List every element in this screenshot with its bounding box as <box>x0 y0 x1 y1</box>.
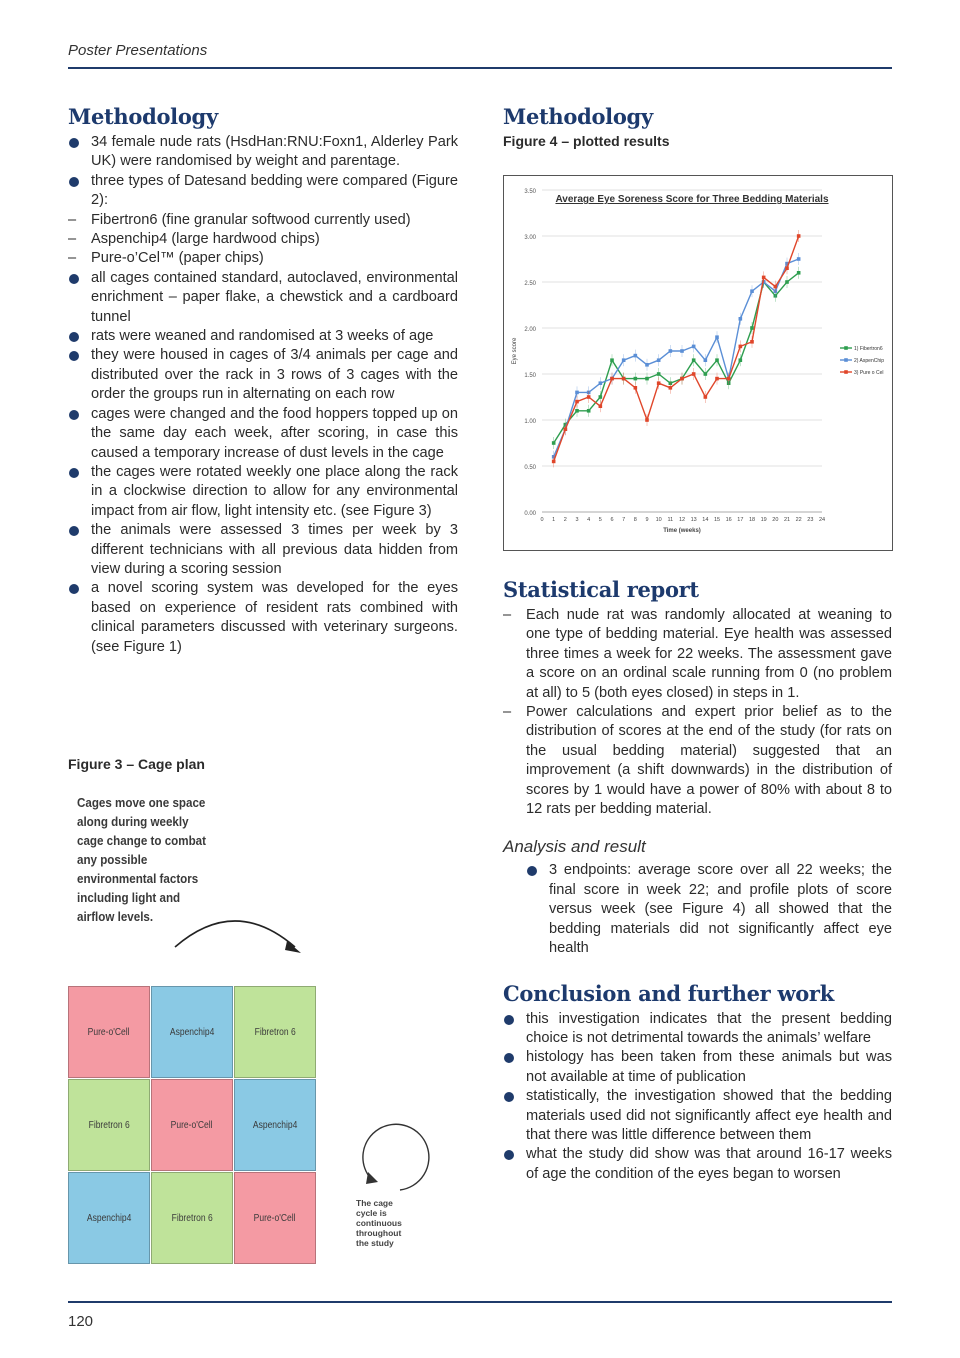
y-tick-label: 2.50 <box>524 281 536 287</box>
list-item: what the study did show was that around 16-17 weeks of age the condition of the eyes began to worsen <box>503 1145 892 1184</box>
legend-marker <box>844 370 848 374</box>
data-point <box>645 363 649 367</box>
cycle-arrow-icon <box>358 1118 438 1198</box>
data-point <box>727 377 731 381</box>
data-point <box>750 289 754 293</box>
conclusion-list <box>503 1010 892 1185</box>
list-item: three types of Datesand bedding were compared (Figure 2): – Fibertron6 (fine granular softwood currently used) – Aspenchip4 (large hardwood chips) – Pure-o’Cel™ (paper chips) <box>68 172 458 269</box>
list-item: statistically, the investigation showed that the bedding materials used did not significantly affect eye health and that there was little difference between them <box>503 1087 892 1145</box>
right-column <box>503 104 892 149</box>
chart-title: Average Eye Soreness Score for Three Bedding Materials <box>555 194 829 205</box>
list-item: cages were changed and the food hoppers topped up on the same day each week, after scoring, in case this caused a temporary increase of dust levels in the cage <box>68 405 458 463</box>
move-arrow-icon <box>165 905 315 965</box>
x-tick-label: 13 <box>690 517 697 523</box>
methodology-heading-left: Methodology <box>68 104 218 129</box>
x-tick-label: 7 <box>622 517 626 523</box>
list-item: – Power calculations and expert prior belief as to the distribution of scores at the end of the study (for rats on the usual bedding material) suggested that an improvement (a shift downwards) in the distribution of scores by 1 would have a power of 80% with about 8 to 12 rats per bedding material. <box>503 703 892 819</box>
cage-label: Aspenchip4 <box>169 1026 215 1038</box>
x-tick-label: 22 <box>795 517 802 523</box>
top-rule <box>68 67 892 69</box>
cage-label: Fibretron 6 <box>88 1119 130 1131</box>
cage-label: Fibretron 6 <box>171 1212 213 1224</box>
figure3-caption: Figure 3 – Cage plan <box>68 756 205 772</box>
x-tick-label: 2 <box>563 517 567 523</box>
list-item: the cages were rotated weekly one place along the rack in a clockwise direction to allow for any environmental impact from air flow, light intensity etc. (see Figure 3) <box>68 463 458 521</box>
x-tick-label: 4 <box>587 517 591 523</box>
list-item: 34 female nude rats (HsdHan:RNU:Foxn1, Alderley Park UK) were randomised by weight and parentage. <box>68 133 458 172</box>
legend-label: 3) Pure o Cel <box>854 370 884 376</box>
list-item: 3 endpoints: average score over all 22 weeks; the final score in week 22; and profile plots of score versus week (see Figure 4) all showed that the bedding materials did not significantly affect eye health <box>526 861 892 958</box>
cage-cell <box>68 1079 150 1171</box>
x-tick-label: 16 <box>725 517 732 523</box>
cage-cell <box>151 986 233 1078</box>
data-point <box>587 409 591 413</box>
legend-label: 2) AspenChip <box>854 358 885 364</box>
data-point <box>657 372 661 376</box>
data-point <box>645 418 649 422</box>
data-point <box>692 345 696 349</box>
statistical-section <box>503 577 892 1184</box>
data-point <box>797 271 801 275</box>
statistical-heading: Statistical report <box>503 577 699 602</box>
data-point <box>575 409 579 413</box>
x-tick-label: 15 <box>713 517 721 523</box>
list-item: – Pure-o’Cel™ (paper chips) <box>68 249 458 268</box>
x-tick-label: 18 <box>748 517 756 523</box>
data-point <box>587 395 591 399</box>
list-item: the animals were assessed 3 times per week by 3 different technicians with all previous data hidden from view during a scoring session <box>68 521 458 579</box>
x-tick-label: 17 <box>737 517 744 523</box>
data-point <box>657 381 661 385</box>
data-point <box>739 345 743 349</box>
data-point <box>599 404 603 408</box>
x-tick-label: 11 <box>667 517 674 523</box>
x-axis-label: Time (weeks) <box>663 528 701 534</box>
cage-cell <box>68 986 150 1078</box>
x-tick-label: 19 <box>760 517 767 523</box>
methodology-bullets <box>68 133 458 657</box>
data-point <box>599 381 603 385</box>
data-point <box>704 358 708 362</box>
figure4-chart <box>503 175 893 551</box>
series-line <box>554 236 799 461</box>
data-point <box>797 257 801 261</box>
legend-label: 1) Fibertron6 <box>854 346 883 352</box>
x-tick-label: 14 <box>702 517 709 523</box>
y-tick-label: 3.50 <box>524 189 536 195</box>
cage-label: Aspenchip4 <box>86 1212 132 1224</box>
bedding-list <box>68 211 458 269</box>
methodology-heading-right: Methodology <box>503 104 653 129</box>
data-point <box>785 266 789 270</box>
y-tick-label: 1.00 <box>524 419 536 425</box>
data-point <box>610 377 614 381</box>
data-point <box>622 377 626 381</box>
data-point <box>762 276 766 280</box>
data-point <box>634 354 638 358</box>
data-point <box>680 377 684 381</box>
cage-move-note: Cages move one space along during weekly cage change to combat any possible environmental factors including light and airflow levels. <box>77 795 206 924</box>
data-point <box>704 395 708 399</box>
data-point <box>715 358 719 362</box>
x-tick-label: 12 <box>678 517 686 523</box>
list-item: histology has been taken from these animals but was not available at time of publication <box>503 1048 892 1087</box>
legend-marker <box>844 346 848 350</box>
y-tick-label: 0.00 <box>524 511 536 517</box>
data-point <box>669 349 673 353</box>
data-point <box>622 358 626 362</box>
data-point <box>739 358 743 362</box>
data-point <box>634 377 638 381</box>
x-tick-label: 1 <box>552 517 556 523</box>
data-point <box>552 460 556 464</box>
data-point <box>634 386 638 390</box>
y-tick-label: 3.00 <box>524 235 536 241</box>
data-point <box>739 317 743 321</box>
data-point <box>692 372 696 376</box>
y-tick-label: 1.50 <box>524 373 536 379</box>
series-line <box>554 273 799 443</box>
x-tick-label: 0 <box>540 517 544 523</box>
cage-label: Fibretron 6 <box>254 1026 296 1038</box>
cage-cell <box>151 1079 233 1171</box>
list-item: – Aspenchip4 (large hardwood chips) <box>68 230 458 249</box>
data-point <box>692 358 696 362</box>
data-point <box>750 326 754 330</box>
statistical-list <box>503 606 892 819</box>
running-title: Poster Presentations <box>68 42 208 59</box>
data-point <box>715 377 719 381</box>
data-point <box>575 400 579 404</box>
page-number: 120 <box>68 1313 94 1330</box>
list-item: this investigation indicates that the present bedding choice is not detrimental towards the animals’ welfare <box>503 1010 892 1049</box>
x-tick-label: 23 <box>807 517 814 523</box>
list-item: – Fibertron6 (fine granular softwood currently used) <box>68 211 458 230</box>
cage-cell <box>234 986 316 1078</box>
data-point <box>715 335 719 339</box>
analysis-heading: Analysis and result <box>503 837 646 857</box>
chart-svg <box>504 176 892 550</box>
list-item: a novel scoring system was developed for the eyes based on experience of resident rats combined with clinical parameters discussed with veterinary surgeons. (see Figure 1) <box>68 579 458 657</box>
data-point <box>599 395 603 399</box>
list-item: all cages contained standard, autoclaved, environmental enrichment – paper flake, a chewstick and a cardboard tunnel <box>68 269 458 327</box>
data-point <box>774 285 778 289</box>
conclusion-heading: Conclusion and further work <box>503 980 834 1006</box>
list-item: – Each nude rat was randomly allocated at weaning to one type of bedding material. Eye health was assessed three times a week for 22 weeks. The assessment gave a score on an ordinal scale running from 0 (no problem at all) to 5 (both eyes closed) in steps in 1. <box>503 606 892 703</box>
x-tick-label: 3 <box>575 517 579 523</box>
cage-cell <box>234 1172 316 1264</box>
y-axis-label: Eye score <box>512 337 518 365</box>
data-point <box>552 441 556 445</box>
bottom-rule <box>68 1301 892 1303</box>
data-point <box>797 234 801 238</box>
x-tick-label: 20 <box>772 517 779 523</box>
cage-label: Pure-o'Cell <box>254 1212 296 1224</box>
data-point <box>750 340 754 344</box>
cage-label: Aspenchip4 <box>252 1119 298 1131</box>
cage-cell <box>68 1172 150 1264</box>
data-point <box>657 358 661 362</box>
list-item: they were housed in cages of 3/4 animals per cage and distributed over the rack in 3 rows of 3 cages with the order the groups run in alternating on each row <box>68 346 458 404</box>
data-point <box>785 280 789 284</box>
x-tick-label: 6 <box>610 517 614 523</box>
data-point <box>669 386 673 390</box>
data-point <box>564 427 568 431</box>
cage-cell <box>234 1079 316 1171</box>
list-item: rats were weaned and randomised at 3 weeks of age <box>68 327 458 346</box>
x-tick-label: 9 <box>645 517 649 523</box>
data-point <box>680 349 684 353</box>
x-tick-label: 10 <box>655 517 662 523</box>
legend-marker <box>844 358 848 362</box>
x-tick-label: 21 <box>783 517 791 523</box>
cage-cell <box>151 1172 233 1264</box>
left-column <box>68 104 458 657</box>
x-tick-label: 8 <box>633 517 637 523</box>
y-tick-label: 0.50 <box>524 465 536 471</box>
figure4-caption: Figure 4 – plotted results <box>503 133 670 149</box>
x-tick-label: 5 <box>598 517 602 523</box>
cage-label: Pure-o'Cell <box>171 1119 213 1131</box>
data-point <box>645 377 649 381</box>
data-point <box>610 358 614 362</box>
data-point <box>575 391 579 395</box>
cycle-note: The cage cycle is continuous throughout the study <box>356 1198 402 1248</box>
x-tick-label: 24 <box>818 517 826 523</box>
y-tick-label: 2.00 <box>524 327 536 333</box>
cage-label: Pure-o'Cell <box>88 1026 130 1038</box>
analysis-list <box>503 861 892 958</box>
data-point <box>704 372 708 376</box>
